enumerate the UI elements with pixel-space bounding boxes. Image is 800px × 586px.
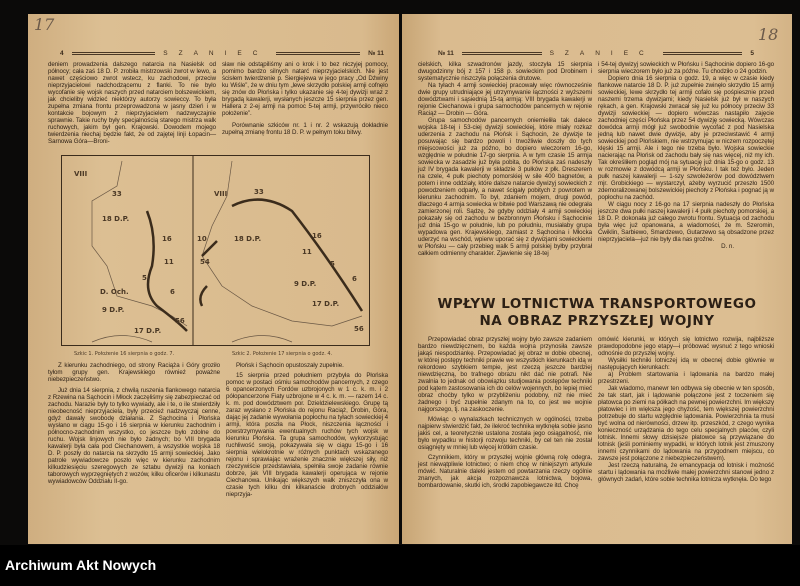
header-rule [462,52,542,55]
map-label: 5 [142,274,147,282]
map-label: 16 [312,232,322,240]
map-label: 33 [112,190,122,198]
map-label: VIII [214,190,228,198]
paragraph: Grupa samochodów pancernych oniemieliła tak dalece wojska 18-tej i 53-ciej dywizji sowieckiej, które miały rozkaz uderzenia z zachodu na Płońsk i Sąchocin, że dywizje te posuwając się bardzo powoli i trwożliwie doszły do tych miejscowości już za późno, bo dopiero wieczorem 16-go, względnie w południe 17-go sierpnia. A w tym czasie 15 armja sowiecka w zasadzie już była pobita, do Płońska zaś nadeszły już IV brygada kawalerji w składzie 3 pułków z płk. Dreszerem na czele, 4 pułk piechoty pomorskiej w sile 400 bagnetów, a potem i inne oddziały, które dalsze natarcie dywizyj sowieckich z powodzeniem odparły, a nawet ścigały pobitych z powrotem w kierunku zachodnim. To był, zdaniem mojem, drugi powód, dlaczego 4 armja sowiecka w bitwie pod Warszawą nie odegrała zamierzonej roli. Sądzę, że gdyby oddziały 4 armji sowieckiej pokazały się od zachodu w bezbronnym Płońsku i Sąchocinie już dnia 15-go w południe, lub po południu, musiałaby grupa wypadowa gen. Krajewskiego, zamiast z Sąchocina i Młocka uderzyć na wschód, wpierw uporać się z dywizjami sowieckiemi w Płońsku — cały przebieg walk 5 armji polskiej byłby przybrał całkiem odmienny charakter. Zjawienie się 18-tej [418,117,592,257]
map-label: VIII [74,170,88,178]
map-label: 33 [254,188,264,196]
handwritten-page-number: 18 [758,25,779,44]
map-label: 11 [164,258,174,266]
text-column [418,336,592,489]
archive-name: Archiwum Akt Nowych [5,557,157,573]
paragraph: Porównanie szkiców nr. 1 i nr. 2 wskazują dokładnie zupełną zmianę frontu 18 D. P. w pełnym toku bitwy. [222,122,388,136]
paragraph: Czynnikiem, który w przyszłej wojnie główną rolę odegra, jest niewątpliwie lotnictwo; o niem chcę w niniejszym artykule mówić. Naturalnie daleki jestem od powtarzania rzeczy ogólnie znanych, jak akcja rozpoznawcza lotnictwa, bojowa, bombardowanie, skutki ich, środki zapobiegawcze itd. Chcę [418,454,592,489]
map-caption: Szkic 1. Położenie 16 sierpnia o godz. 7. [74,351,175,357]
paragraph: Mówiąc o wynalazkach technicznych w ogólności, trzeba najpierw stwierdzić fakt, że ilekroć technika wytknęła sobie jasno jakiś cel, a teoretycznie ustalona została jego osiągalność, nie było wypadku w historji rozwoju techniki, by cel ten nie został osiągnięty w mniej lub więcej krótkim czasie. [418,416,592,451]
header-rule [276,52,360,55]
paragraph: W ciągu nocy z 16-go na 17 sierpnia nadeszły do Płońska jeszcze dwa pułki naszej kawalerji i 4 pułk piechoty pomorskiej, a 18 D. P. dokonała już całego zwrotu frontu. Sytuacja od zachodu była więc już opanowana, a wiadomości, że m. Szeromin, Ćwiklin, Sarbiewo, Smardzewo, Gutarzewo są obsadzone przez nieprzyjaciela—już nie były dla nas groźne. [598,201,774,243]
paragraph: cielskich, kilka szwadronów jazdy, stoczyła 15 sierpnia dwugodzinny bój z 157 i 158 p. sowieckim pod Drobinem i systematycznie niszczyła połączenia drutowe. [418,61,592,82]
map-label: 56 [354,325,364,333]
battle-sketch-map [62,156,369,345]
map-label: 6 [170,288,175,296]
paragraph: deniem prowadzenia dalszego natarcia na Nasielsk od północy; cała zaś 18 D. P. zrobiła mistrzowski zwrot w lewo, a nawet częściowo zwrot wstecz, ku zachodowi, przeciw nieprzyjacielowi nadchodzącemu z flanki. To nie było wycofanie się wojsk naszych przed natarciem bolszewickiem, jak chcieliby widzieć niektórzy autorzy sowieccy. To była zupełna zmiana frontu przeprowadzona w jasny dzień i w kontakcie bojowym z nieprzyjacielem nadzwyczajnie sprawnie. Takie ruchy były specjalnością starego mistrza walk ruchowych, jakim był gen. Krajowski. Dowodem mojego twierdzenia niechaj będzie fakt, że od zajętej linji Łopacin—Sarnowa Góra—Broni- [48,61,216,145]
paragraph: Przepowiadać obraz przyszłej wojny było zawsze zadaniem bardzo niewdzięcznem, bo każda wojna przynosiła zawsze jakąś niespodziankę. Przepowiadać jej obraz w dobie obecnej, w której postępy techniki prawie we wszystkich kierunkach idą w rekordowo szybkiem tempie, jest rzeczą jeszcze bardziej niewdzięczną, bo trafnego obrazu nikt dać nie potrafi. Nie zwalnia to jednak od obowiązku studjowania postępów techniki pod kątem zastosowania ich do celów wojennych, bo lepiej mieć obraz choćby tylko w przybliżeniu podobny, niż nie mieć żadnego i być zupełnie zdanym na to, co jest we wojnie najgorszego, tj. na zaskoczenie. [418,336,592,413]
map-label: 54 [200,258,210,266]
paragraph: omówić kierunki, w których się lotnictwo rozwija, najbliższe prawdopodobne jego etapy—i próbować wysnuć z tego wnioski odnośnie do przyszłej wojny. [598,336,774,357]
page-header [60,48,384,58]
map-label: 11 [302,248,312,256]
map-label: 16 [162,235,172,243]
journal-title: SZANIEC [549,49,655,57]
paragraph: Już dnia 14 sierpnia, z chwilą ruszenia flankowego natarcia z Rzewina na Sąchocin i Młock zaczęliśmy się zabezpieczać od zachodu. Narazie były to tylko wywiady, ale i te, o ile stwierdziły nieobecność nieprzyjaciela, były przecież nadzwyczaj cenne, gdyż dawały swobodę działania. Z Sąchocina i Płońska wysłano w ciągu 15-go i 16 sierpnia w kierunku zachodnim i północno-zachodnim wszystko, co jeszcze było zdolne do ruchu. Wojsk linjowych nie było żadnych; bo VIII brygada kawalerji była cała pod Ciechanowem, a wszystkie wojska 18 D. P. poszły do natarcia na skrzydło 15 armji sowieckiej. Jako patrole wywiadowcze poszło więc w kierunku zachodnim kilkudziesięciu szeregowych ze sztabu dywizji na koniach taborowych wyprzęgniętych z wozów, kilku oficerów i kilkunastu wywiadowców Oddziału II-go. [48,387,220,485]
sketch-maps [61,155,370,346]
paragraph: a) Problem startowania i lądowania na bardzo małej przestrzeni. [598,371,774,385]
text-column [418,61,592,257]
map-label: 10 [197,235,207,243]
map-label: 9 D.P. [102,306,125,314]
article-title-line: WPŁYW LOTNICTWA TRANSPORTOWEGO [437,296,757,312]
text-column [222,61,388,136]
paragraph: sław nie odstąpiliśmy ani o krok i to bez niczyjej pomocy, pomimo bardzo silnych natarć nieprzyjacielskich. Nie jest ścisłem twierdzenie p. Siergiejewa w jego pracy „Od Dźwiny ku Wiśle”, że w dniu tym „lewe skrzydło polskiej armji cofnęło się znów do Płońska i tylko ukazanie się 4-tej dywizji wraz z brygadą kawalerji, wysłanych jeszcze 15 sierpnia przez gen. Hallera z 2-ej armji na pomoc 5-tej armji, przywróciło nieco położenie”. [222,61,388,117]
text-column [598,336,774,483]
text-column [598,61,774,250]
paragraph: Płońsk i Sąchocin opustoszały zupełnie. [236,362,344,369]
text-column [226,362,388,498]
map-label: 6 [352,275,357,283]
article-title-line: NA OBRAZ PRZYSZŁEJ WOJNY [479,313,715,329]
text-column [48,61,216,145]
map-label: 17 D.P. [312,300,340,308]
handwritten-page-number: 17 [34,15,55,34]
map-label: 17 D.P. [134,327,162,335]
paragraph: Jak wiadomo, manewr ten odbywa się obecnie w ten sposób, że tak start, jak i lądowanie połączone jest z toczeniem się płatowca po ziemi na półkach na pewnej powierzchni. Im większy płatowiec i im większa jego chyżość, tem większej powierzchni potrzebuje do startu względnie lądowania. Powierzchnia ta musi być wolna od nierówności, drzew itp. przeszkód, z czego wynika konieczność urządzania do tego celu specjalnych placów, czyli lotnisk. Innemi słowy dzisiejsze płatowce są przywiązane do lotnisk (jeśli pominiemy wypadki, w których lotnik jest zmuszony innemi czynnikami do lądowania na przygodnem miejscu, co zawsze jest połączone z niebezpieczeństwem). [598,385,774,462]
paragraph: Jest rzeczą naturalną, że emancypacja od lotnisk i możność startu i lądowania na możliwie małej powierzchni stanowi jedno z głównych zadań, które sobie technika lotnicza wytknęła. Do tego [598,462,774,483]
article-title [402,296,792,330]
map-label: 9 D.P. [294,280,317,288]
right-page [402,14,792,544]
paragraph: Wysiłki techniki lotniczej idą w obecnej dobie głównie w następujących kierunkach: [598,357,774,371]
journal-title: SZANIEC [163,49,269,57]
text-column [48,362,220,485]
map-label: D. Och. [100,288,129,296]
page-number: 5 [750,49,755,57]
map-label: 18 D.P. [102,215,130,223]
map-label: 56 [175,317,185,325]
page-number: 4 [60,49,64,57]
header-rule [72,52,156,55]
map-caption: Szkic 2. Położenie 17 sierpnia o godz. 4. [232,351,333,357]
paragraph: Z kierunku zachodniego, od strony Raciąża i Góry groziło tyłom grupy gen. Krajewskiego również poważne niebezpieczeństwo. [48,362,220,383]
issue-number: № 11 [368,49,385,57]
paragraph: 15 sierpnia przed południem przybyła do Płońska pomoc w postaci ośmiu samochodów pancernych, z czego 6 opancerzonych Fordów uzbrojonych w 1 c. k. m. i 2 półopancerzone Fiaty uzbrojone w 4 c. k. m. — razem 14 c. k. m. pod dowództwem por. Dzieldzielewskiego. Grupę tą zaraz wysłano z Płońska do rejonu Raciąż, Drobin, Góra, dając jej zadanie wywołania popłochu na tyłach sowieckiej 4 armji, która poszła na Płock, niszczenia łączności i powstrzymywania ewentualnych ruchów tych wojsk w kierunku Płońska. Ta grupa samochodów, wykorzystując ruchliwość swoją, pokazywała się w ciągu 15-go i 16 sierpnia wielokrotnie w różnych punktach wskazanego rejonu i sprawiając wrażenie znacznie większej siły, niż rzeczywiście przedstawiała, spełniła swoje zadanie równie dobrze, jak VIII brygada kawalerji operująca w rejonie Ciechanowa. Unikając większych walk zniszczyła ona w czasie tych kilku dni kilkanaście drobnych oddziałów nieprzyja- [226,372,388,498]
left-page [28,14,399,544]
page-header [438,48,754,58]
author-signature: D. n. [721,243,734,250]
archive-footer [0,545,800,586]
paragraph: Dopiero dnia 16 sierpnia o godz. 19, a więc w czasie kiedy flankowe natarcie 18 D. P. już zupełnie zwinęło skrzydło 15 armji sowieckiej, lewe skrzydło tej armji cofało się pośpiesznie przed naszemi trzema dywizjami; kiedy Nasielsk już był w naszych rękach, a gen. Krajowski zwracał się już ku północy przeciw 33 dywizji sowieckiej — dopiero wówczas nastąpiło zajęcie zachodniej części Płońska przez 54 dywizję sowiecką. Wówczas dowódca armji mógł już swobodnie wycofać z pod Nasielska jedną lub nawet dwie dywizje, aby je przeciwstawić 4 armji sowieckiej pod Płońskiem, nie wstrzymując w niczem rozpoczętej klęski 15 armji. Ale i tego nie trzeba było. Wojska sowieckie nacierając na Płońsk od zachodu bały się nas więcej, niż my ich. Tak określiłem pogląd mój na sytuację już dnia 15-go o godz. 13 w rozmowie z dowódcą armji w Płońsku. I tak też było. Jeden pułk naszej kawalerji — 1-szy szwoleżerów pod dowództwem mjr. Grobickiego — wystarczył, ażeby wyrzucić przeszło 1500 zdemoralizowanej bolszewickiej piechoty z Płońska i pognać ją w popłochu na zachód. [598,75,774,201]
header-rule [663,52,743,55]
paragraph: i 54-tej dywizyj sowieckich w Płońsku i Sąchocinie dopiero 16-go sierpnia wieczorem było już za późne. Tu chodziło o 24 godzin. [598,61,774,75]
map-label: 18 D.P. [234,235,262,243]
map-label: 5 [330,260,335,268]
paragraph: Na tyłach 4 armji sowieckiej pracowały więc równocześnie dwie grupy utrudniające jej utrzymywanie łączności z wyższemi dowództwami i sąsiednią 15-tą armją: VIII brygada kawalerji w rejonie Ciechanowa i grupa samochodów pancernych w rejonie Raciąż — Drobin — Góra. [418,82,592,117]
issue-number: № 11 [438,49,454,57]
